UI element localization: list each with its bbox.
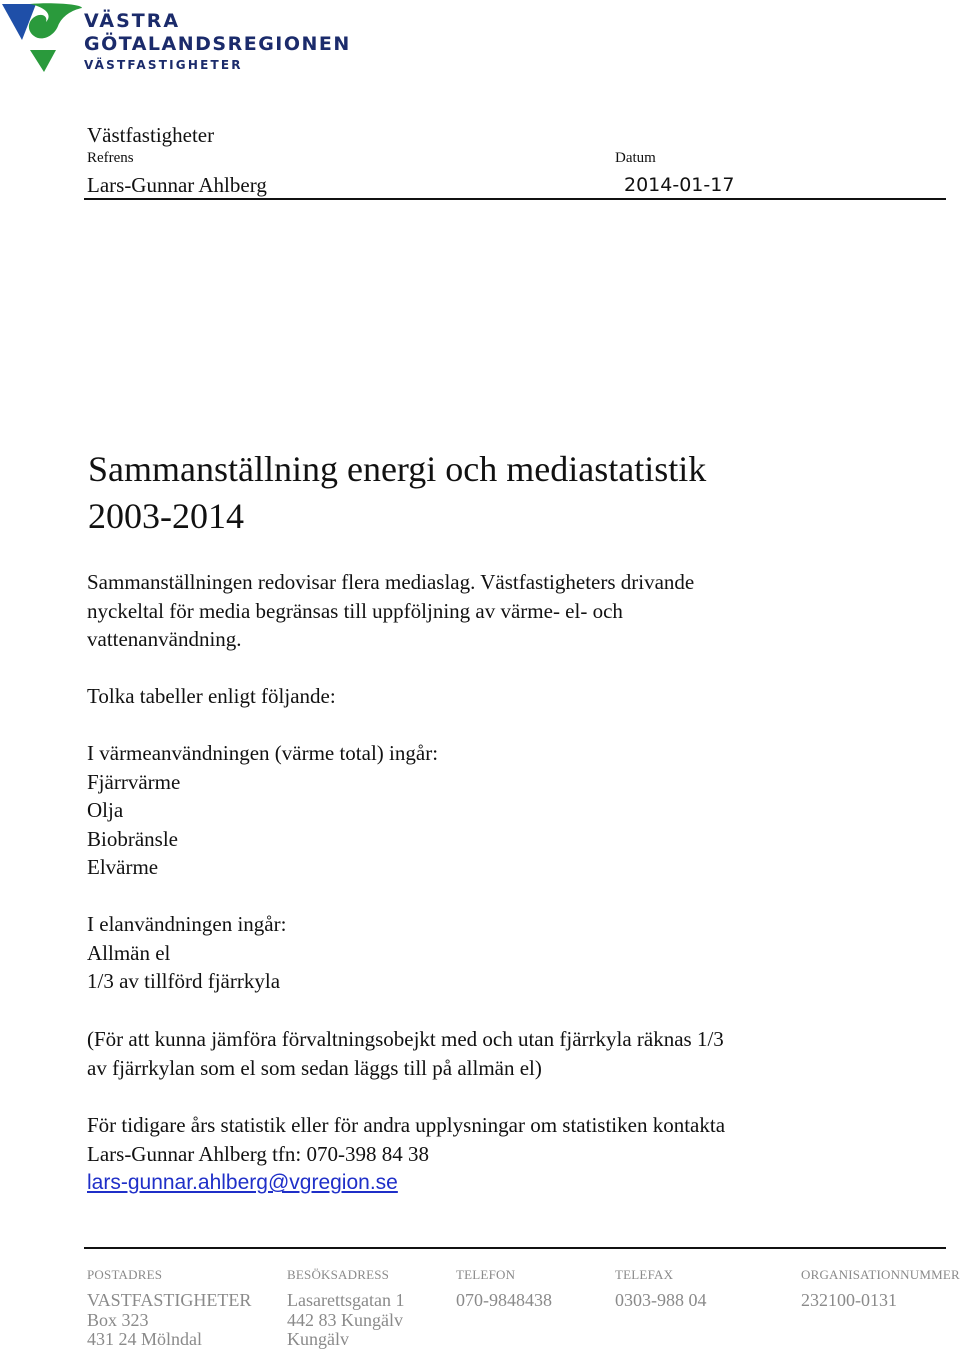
phone-value: 070-9848438 — [456, 1290, 552, 1310]
electric-heading: I elanvändningen ingår: — [87, 912, 287, 936]
footer-visit-address — [287, 1267, 404, 1350]
electric-section — [87, 910, 847, 996]
contact-line: För tidigare års statistik eller för andra upplysningar om statistiken kontakta — [87, 1113, 726, 1137]
email-link[interactable]: lars-gunnar.ahlberg@vgregion.se — [87, 1171, 398, 1195]
list-item: Elvärme — [87, 855, 159, 880]
list-item: Olja — [87, 798, 124, 823]
date-label: Datum — [615, 150, 656, 166]
interpret-heading-text: Tolka tabeller enligt följande: — [87, 684, 336, 708]
list-item: Fjärrvärme — [87, 769, 181, 794]
fax-label: TELEFAX — [615, 1267, 674, 1282]
vastra-gotalandsregionen-logo — [0, 0, 360, 80]
intro-line: nyckeltal för media begränsas till uppföljning av värme- el- och — [87, 598, 623, 623]
header-organization: Västfastigheter — [87, 123, 215, 147]
list-item: 1/3 av tillförd fjärrkyla — [87, 969, 281, 994]
note-line: (För att kunna jämföra förvaltningsobejkt med och utan fjärrkyla räknas 1/3 — [87, 1027, 724, 1051]
footer-fax — [615, 1267, 707, 1311]
visit-line: Lasarettsgatan 1 — [287, 1290, 405, 1310]
fax-value: 0303-988 04 — [615, 1290, 707, 1310]
postal-line: Box 323 — [87, 1309, 149, 1330]
intro-line: Sammanställningen redovisar flera mediaslag. Västfastigheters drivande — [87, 570, 695, 594]
visit-line: Kungälv — [287, 1329, 349, 1350]
postal-label: POSTADRES — [87, 1267, 163, 1282]
footer-divider — [84, 1247, 946, 1249]
contact-paragraph — [87, 1111, 847, 1198]
reference-name: Lars-Gunnar Ahlberg — [87, 173, 267, 197]
postal-line: 431 24 Mölndal — [87, 1329, 202, 1350]
logo-emblem-icon — [0, 0, 86, 76]
org-label: ORGANISATIONNUMMER — [801, 1267, 960, 1282]
contact-line: Lars-Gunnar Ahlberg tfn: 070-398 84 38 — [87, 1141, 429, 1166]
footer-phone — [456, 1267, 552, 1311]
postal-line: VASTFASTIGHETER — [87, 1290, 252, 1310]
footer-org-number — [801, 1267, 960, 1311]
org-value: 232100-0131 — [801, 1290, 897, 1310]
header-divider — [84, 198, 946, 200]
document-title — [88, 446, 848, 540]
list-item: Biobränsle — [87, 826, 178, 851]
visit-line: 442 83 Kungälv — [287, 1309, 403, 1330]
title-line-1: Sammanställning energi och mediastatistik — [88, 449, 707, 489]
logo-text-line-1: VÄSTRA — [84, 10, 181, 32]
note-line: av fjärrkylan som el som sedan läggs till på allmän el) — [87, 1055, 542, 1080]
intro-line: vattenanvändning. — [87, 627, 242, 652]
logo-text-line-2: GÖTALANDSREGIONEN — [84, 33, 351, 55]
intro-paragraph — [87, 568, 847, 654]
logo-text-line-3: VÄSTFASTIGHETER — [84, 58, 243, 72]
footer-postal-address — [87, 1267, 251, 1350]
interpret-heading — [87, 682, 847, 711]
phone-label: TELEFON — [456, 1267, 516, 1282]
note-paragraph — [87, 1025, 847, 1082]
title-line-2: 2003-2014 — [88, 496, 244, 536]
reference-label: Refrens — [87, 150, 134, 166]
document-date: 2014-01-17 — [624, 174, 735, 196]
list-item: Allmän el — [87, 940, 171, 965]
visit-label: BESÖKSADRESS — [287, 1267, 390, 1282]
heat-heading: I värmeanvändningen (värme total) ingår: — [87, 741, 439, 765]
heat-section — [87, 739, 847, 882]
